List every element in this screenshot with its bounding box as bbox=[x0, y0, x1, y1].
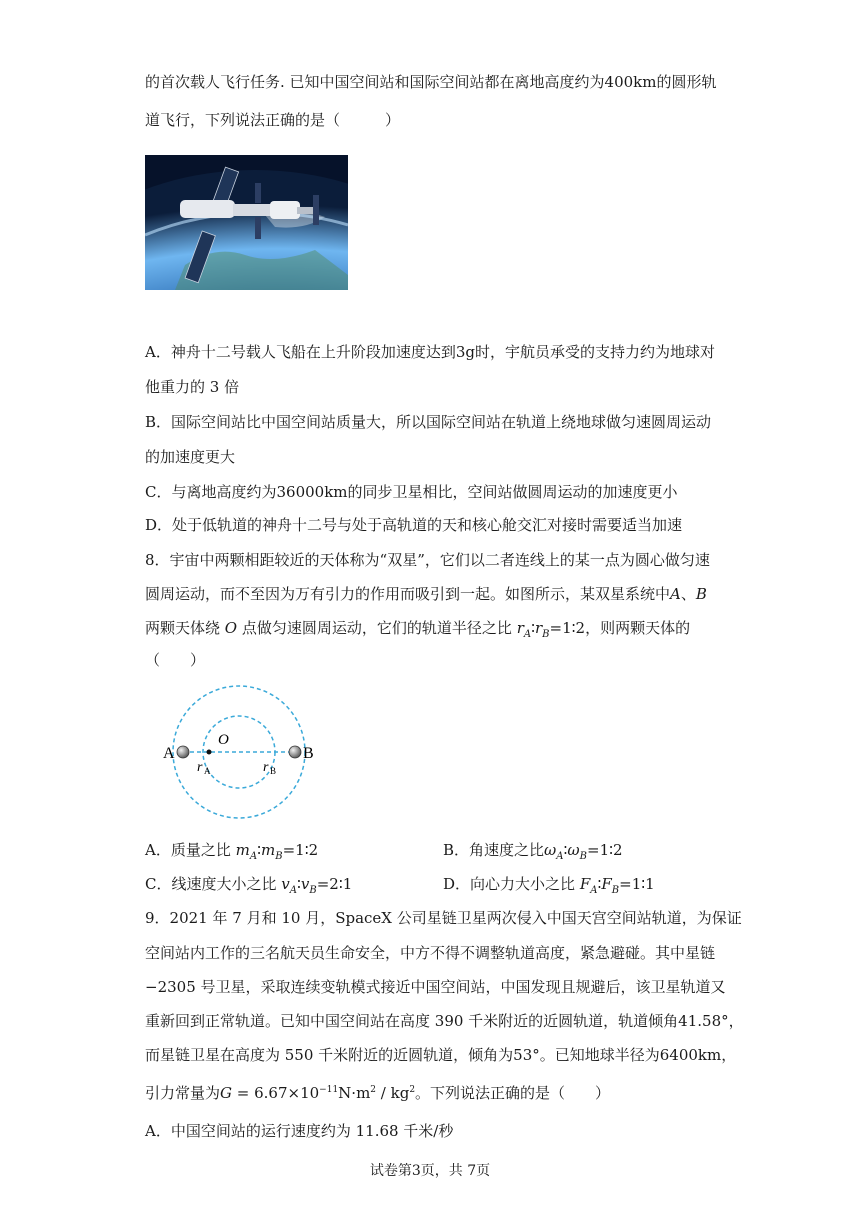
q7-option-b-line1: B．国际空间站比中国空间站质量大，所以国际空间站在轨道上绕地球做匀速圆周运动 bbox=[145, 413, 712, 431]
q9-stem-line4: 重新回到正常轨道。已知中国空间站在高度 390 千米附近的近圆轨道，轨道倾角41.58°， bbox=[145, 1012, 744, 1030]
q9-option-a: A．中国空间站的运行速度约为 11.68 千米/秒 bbox=[145, 1122, 454, 1140]
star-b bbox=[289, 746, 301, 758]
label-o: O bbox=[218, 732, 229, 748]
q8-stem-line4: （ ） bbox=[145, 651, 206, 669]
label-ra: r bbox=[197, 760, 203, 775]
q8-option-b: B．角速度之比$\omega_A∶\omega_B=1∶2$ bbox=[443, 841, 623, 862]
q8-stem-line3: 两颗天体绕 O 点做匀速圆周运动，它们的轨道半径之比 $r_A∶r_B=1∶2$，则两颗天体的 bbox=[145, 619, 691, 640]
q7-intro-line1: 的首次载人飞行任务. 已知中国空间站和国际空间站都在离地高度约为400km的圆形轨 bbox=[145, 73, 717, 91]
q9-stem-line3: −2305 号卫星，采取连续变轨模式接近中国空间站，中国发现且规避后，该卫星轨道又 bbox=[145, 978, 726, 996]
binary-star-diagram bbox=[145, 678, 345, 826]
star-a bbox=[177, 746, 189, 758]
q9-stem-line5: 而星链卫星在高度为 550 千米附近的近圆轨道，倾角为53°。已知地球半径为6400km， bbox=[145, 1046, 737, 1064]
space-station-photo bbox=[145, 155, 348, 290]
label-rb: r bbox=[263, 760, 269, 775]
q8-option-d: D．向心力大小之比 $F_A∶F_B=1∶1$ bbox=[443, 875, 655, 896]
page-footer: 试卷第3页，共 7页 bbox=[369, 1163, 491, 1179]
q7-option-c: C．与离地高度约为36000km的同步卫星相比，空间站做圆周运动的加速度更小 bbox=[145, 483, 678, 501]
q9-stem-line1: 9．2021 年 7 月和 10 月，SpaceX 公司星链卫星两次侵入中国天宫空间站轨道，为保证 bbox=[145, 909, 742, 927]
label-b: B bbox=[303, 745, 314, 762]
q8-option-a: A．质量之比 $m_A∶m_B=1∶2$ bbox=[145, 841, 319, 862]
q8-stem-line2: 圆周运动，而不至因为万有引力的作用而吸引到一起。如图所示，某双星系统中A、B bbox=[145, 585, 707, 603]
label-rb-sub: B bbox=[270, 766, 277, 776]
label-ra-sub: A bbox=[204, 766, 211, 776]
q8-stem-line1: 8．宇宙中两颗相距较近的天体称为“双星”，它们以二者连线上的某一点为圆心做匀速 bbox=[145, 551, 710, 569]
q8-option-c: C．线速度大小之比 $v_A∶v_B=2∶1$ bbox=[145, 875, 353, 896]
q7-option-a-line1: A．神舟十二号载人飞船在上升阶段加速度达到3g时，宇航员承受的支持力约为地球对 bbox=[145, 343, 715, 361]
q9-stem-line2: 空间站内工作的三名航天员生命安全，中方不得不调整轨道高度，紧急避碰。其中星链 bbox=[145, 944, 716, 962]
q9-stem-line6: 引力常量为$G = 6.67\times 10^{-11}N\cdot m^2 / kg^2$。下列说法正确的是（ ） bbox=[145, 1084, 611, 1102]
q7-option-a-line2: 他重力的 3 倍 bbox=[145, 378, 240, 396]
label-a: A bbox=[163, 745, 175, 762]
q7-intro-line2: 道飞行，下列说法正确的是（ ） bbox=[145, 111, 401, 129]
center-point bbox=[207, 750, 212, 755]
q7-option-d: D．处于低轨道的神舟十二号与处于高轨道的天和核心舱交汇对接时需要适当加速 bbox=[145, 516, 683, 534]
q7-option-b-line2: 的加速度更大 bbox=[145, 448, 236, 466]
